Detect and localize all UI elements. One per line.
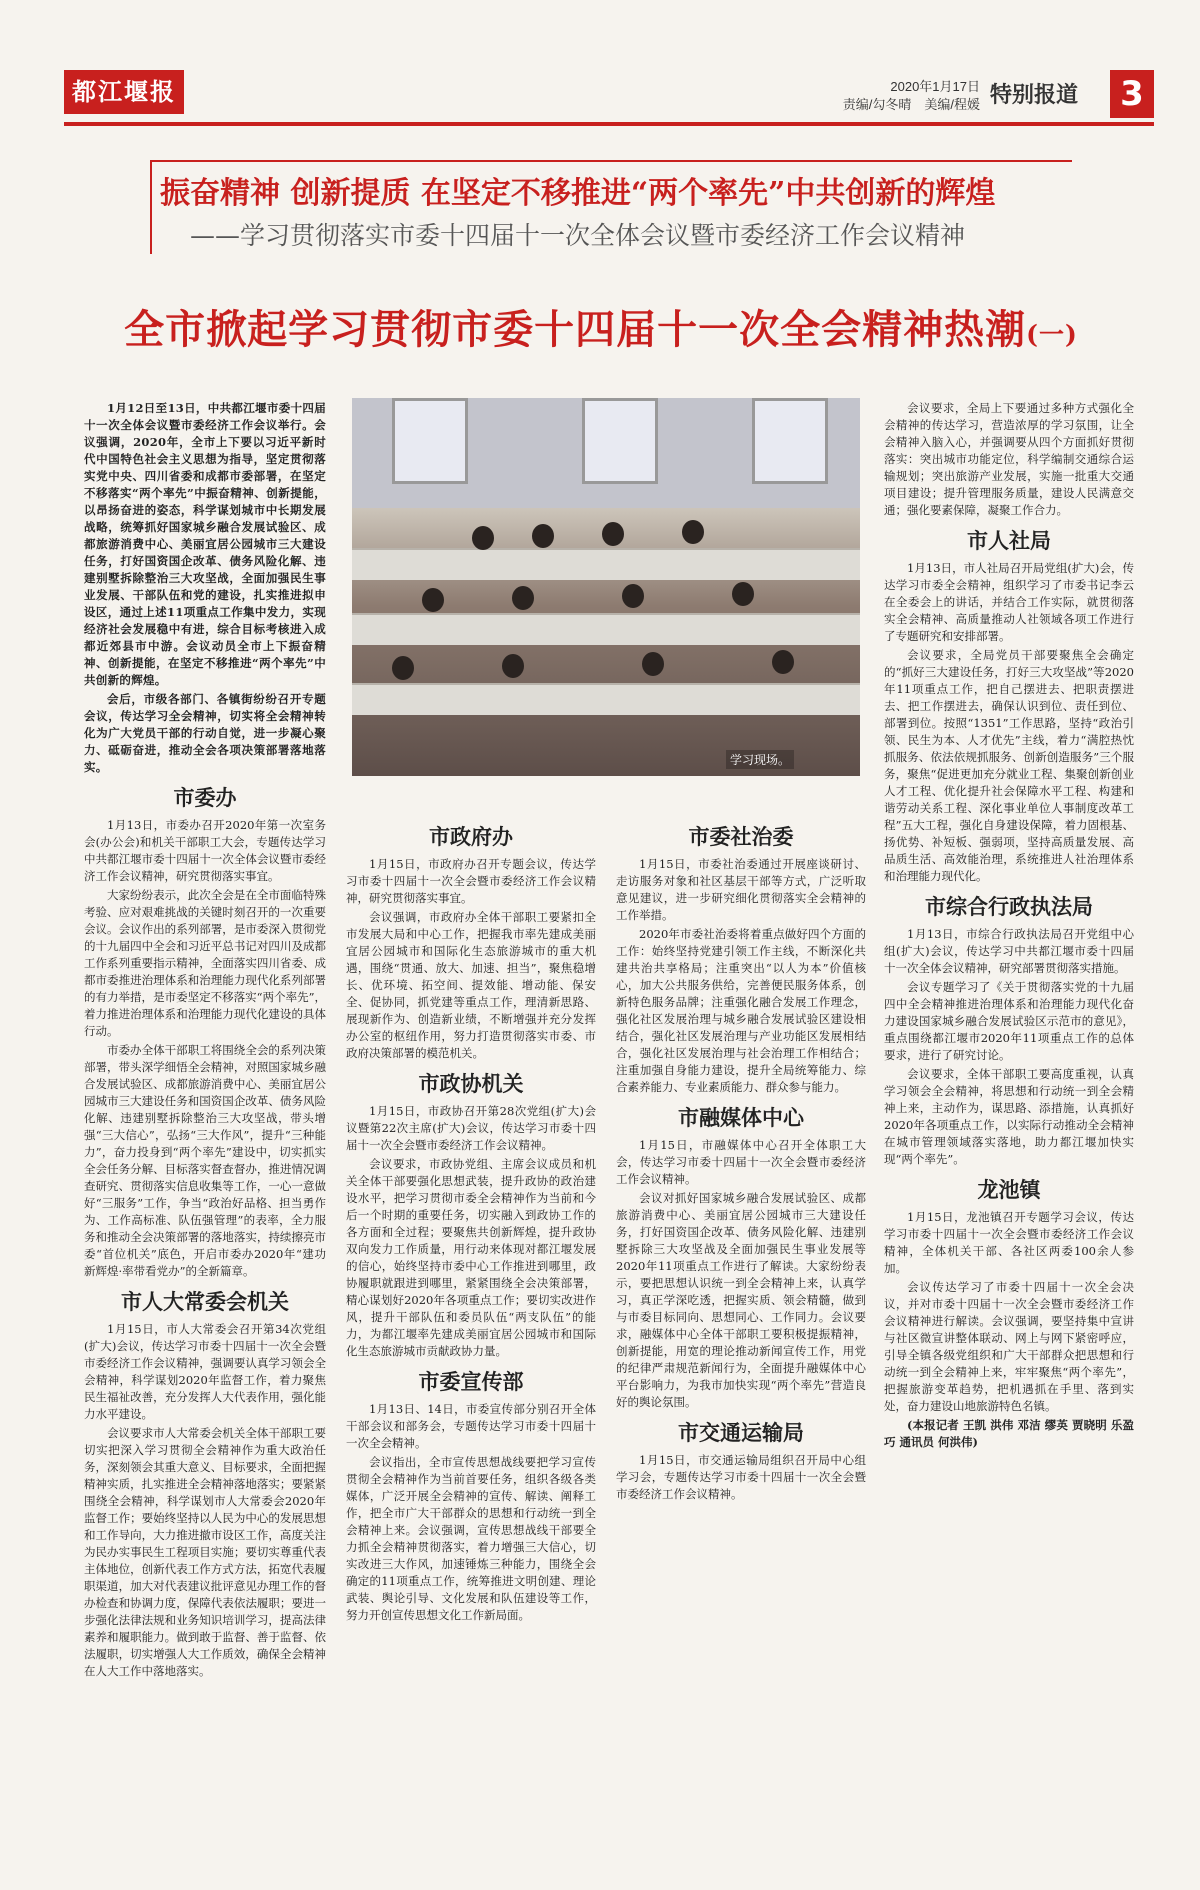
photo-person	[472, 526, 494, 550]
photo-person	[392, 656, 414, 680]
headline-suffix: (一)	[1026, 320, 1078, 349]
section-heading: 市人大常委会机关	[121, 1290, 289, 1314]
masthead-logo: 都江堰报	[64, 70, 184, 114]
article-paragraph: 2020年市委社治委将着重点做好四个方面的工作：始终坚持党建引领工作主线，不断深化共建共治共享格局；注重突出“以人为本”价值核心，加大公共服务供给，完善便民服务体系，创新特色服务品牌；注重强化融合发展工作理念，强化社区发展治理与城乡融合发展试验区建设相结合，强化社区发展治理与产业功能区发展相结合，强化社区发展治理与社会治理工作相结合；注重加强自身能力建设，提升全局统筹能力、综合素养能力、专业素质能力、群众参与能力。	[616, 927, 866, 1094]
byline: (本报记者 王凯 洪伟 邓洁 缪英 贾晓明 乐盈巧 通讯员 何洪伟)	[884, 1418, 1134, 1449]
photo-person	[602, 522, 624, 546]
section-heading: 市融媒体中心	[678, 1106, 804, 1130]
article-paragraph: 市委办全体干部职工将围绕全会的系列决策部署，带头深学细悟全会精神，对照国家城乡融合发展试验区、成都旅游消费中心、美丽宜居公园城市三大建设任务和国资国企改革、债务风险化解、违建别墅拆除整治三大攻坚战，带头增强“三大信心”，弘扬“三大作风”，提升“三种能力”，奋力投身到“两个率先”建设中，切实抓实全会任务分解、目标落实督查督办，推进情况调查研究、贯彻落实信息收集等工作，一心一意做好“三服务”工作，争当“政治好品格、担当勇作为、工作高标准、队伍强管理”的表率，全力服务和推动全会决策部署的落地落实，持续擦亮市委“首位机关”底色，开启市委办2020年“建功新辉煌·率带看党办”的全新篇章。	[84, 1043, 326, 1278]
article-paragraph: 会议指出，全市宣传思想战线要把学习宣传贯彻全会精神作为当前首要任务，组织各级各类媒体，广泛开展全会精神的宣传、解读、阐释工作，把全市广大干部群众的思想和行动统一到全会精神上来。会议强调，宣传思想战线干部要全力抓全会精神贯彻落实，着力增强三大信心，切实改进三大作风，加速锤炼三种能力，围绕全会确定的11项重点工作，统筹推进文明创建、理论武装、舆论引导、文化发展和队伍建设等工作，努力开创宣传思想文化工作新局面。	[346, 1455, 596, 1622]
photo-person	[732, 582, 754, 606]
article-paragraph: 大家纷纷表示，此次全会是在全市面临特殊考验、应对艰难挑战的关键时刻召开的一次重要会议。会议作出的系列部署，是市委深入贯彻党的十九届四中全会和习近平总书记对四川及成都工作系列重要指示精神，全面落实四川省委、成都市委推进治理体系和治理能力现代化系列部署的有力举措，是市委坚定不移落实“两个率先”，着力推进治理体系和治理能力现代化建设的具体行动。	[84, 888, 326, 1038]
article-paragraph: 1月15日，市融媒体中心召开全体职工大会，传达学习市委十四届十一次全会暨市委经济工作会议精神。	[616, 1138, 866, 1186]
photo-window	[582, 398, 658, 484]
section-heading: 市政府办	[429, 825, 513, 849]
article-paragraph: 1月15日，龙池镇召开专题学习会议，传达学习市委十四届十一次全会暨市委经济工作会议精神，全体机关干部、各社区两委100余人参加。	[884, 1210, 1134, 1275]
column-3	[616, 815, 866, 1865]
section-heading: 市委宣传部	[418, 1370, 524, 1394]
column-1	[84, 400, 326, 1780]
article-paragraph: 1月13日，市委办召开2020年第一次室务会(办公会)和机关干部职工大会，专题传达学习中共都江堰市委十四届十一次全体会议暨市委经济工作会议精神，研究贯彻落实事宜。	[84, 818, 326, 883]
issue-date: 2020年1月17日	[890, 79, 980, 94]
photo-desk-row	[352, 548, 860, 580]
banner-subtitle: ——学习贯彻落实市委十四届十一次全体会议暨市委经济工作会议精神	[190, 221, 966, 250]
headline-text: 全市掀起学习贯彻市委十四届十一次全会精神热潮	[124, 306, 1027, 353]
page-headline	[86, 298, 1116, 355]
column-2	[346, 815, 596, 1865]
article-paragraph: 会议要求市人大常委会机关全体干部职工要切实把深入学习贯彻全会精神作为重大政治任务，深刻领会其重大意义、目标要求，全面把握精神实质，扎实推进全会精神落地落实；要紧紧围绕全会精神，科学谋划市人大常委会2020年监督工作；要始终坚持以人民为中心的发展思想和工作导向，大力推进撤市设区工作，高度关注为民办实事民生工程项目实施；要切实尊重代表主体地位，创新代表工作方式方法，拓宽代表履职渠道，加大对代表建议批评意见办理工作的督办检查和协调力度，保障代表依法履职；要进一步强化法律法规和业务知识培训学习，提高法律素养和履职能力。做到敢于监督、善于监督、依法履职，切实增强人大工作质效，确保全会精神在人大工作中落地落实。	[84, 1426, 326, 1678]
article-paragraph: 1月13日，市综合行政执法局召开党组中心组(扩大)会议，传达学习中共都江堰市委十四届十一次全体会议精神，研究部署贯彻落实措施。	[884, 927, 1134, 975]
page-number: 3	[1110, 70, 1154, 118]
article-paragraph: 会议传达学习了市委十四届十一次全会决议，并对市委十四届十一次全会暨市委经济工作会议精神进行解读。会议强调，要坚持集中宣讲与社区微宣讲整体联动、网上与网下紧密呼应，引导全镇各级党组织和广大干部群众把思想和行动统一到全会精神上来，牢牢聚焦“两个率先”，把握旅游变革趋势，把机遇抓在手里、落到实处，奋力建设山地旅游特色名镇。	[884, 1280, 1134, 1413]
photo-person	[512, 586, 534, 610]
photo-window	[752, 398, 828, 484]
section-heading: 市政协机关	[418, 1072, 524, 1096]
section-heading: 市委办	[173, 786, 237, 810]
section-heading: 市综合行政执法局	[925, 895, 1093, 919]
section-heading: 市交通运输局	[678, 1421, 804, 1445]
lead-paragraph: 会后，市级各部门、各镇街纷纷召开专题会议，传达学习全会精神，切实将全会精神转化为广大党员干部的行动自觉，进一步凝心聚力、砥砺奋进，推动全会各项决策部署落地落实。	[84, 692, 326, 774]
photo-caption: 学习现场。	[726, 750, 794, 769]
photo-person	[772, 650, 794, 674]
article-paragraph: 1月15日，市交通运输局组织召开局中心组学习会，专题传达学习市委十四届十一次全会暨市委经济工作会议精神。	[616, 1453, 866, 1501]
photo-person	[682, 520, 704, 544]
photo-person	[622, 584, 644, 608]
photo-person	[642, 652, 664, 676]
article-paragraph: 1月13日，市人社局召开局党组(扩大)会，传达学习市委全会精神，组织学习了市委书记李云在全委会上的讲话，并结合工作实际，就贯彻落实全会精神、高质量推动人社领域各项工作进行了专题研究和安排部署。	[884, 561, 1134, 643]
article-paragraph: 1月15日，市政府办召开专题会议，传达学习市委十四届十一次全会暨市委经济工作会议精神，研究贯彻落实事宜。	[346, 857, 596, 905]
article-paragraph: 会议要求，全体干部职工要高度重视，认真学习领会全会精神，将思想和行动统一到全会精神上来，主动作为，谋思路、添措施，认真抓好2020年各项重点工作，以实际行动推动全会精神在城市管理领域落实落地，助力都江堰加快实现“两个率先”。	[884, 1067, 1134, 1166]
editors-line: 责编/勾冬晴 美编/程媛	[842, 97, 980, 112]
photo-person	[422, 588, 444, 612]
article-paragraph: 会议要求，全局上下要通过多种方式强化全会精神的传达学习，营造浓厚的学习氛围，让全会精神入脑入心，并强调要从四个方面抓好贯彻落实：突出城市功能定位，科学编制交通综合运输规划；突出旅游产业发展，实施一批重大交通项目建设；提升管理服务质量，建设人民满意交通；强化要素保障，凝聚工作合力。	[884, 401, 1134, 517]
photo-person	[532, 524, 554, 548]
photo-desk-row	[352, 683, 860, 715]
section-name: 特别报道	[990, 83, 1079, 108]
article-paragraph: 会议对抓好国家城乡融合发展试验区、成都旅游消费中心、美丽宜居公园城市三大建设任务，打好国资国企改革、债务风险化解、违建别墅拆除三大攻坚战及全面加强民生事业发展等2020年11项重点工作进行了解读。大家纷纷表示，要把思想认识统一到全会精神上来，认真学习，真正学深吃透，把握实质、领会精髓，做到与市委目标同向、思想同心、工作同力。会议要求，融媒体中心全体干部职工要积极提振精神，创新提能，用宽的理论推动新闻宣传工作，用党的纪律严肃规范新闻行为，全面提升融媒体中心平台影响力，为我市加快实现“两个率先”营造良好的舆论氛围。	[616, 1191, 866, 1409]
article-paragraph: 会议强调，市政府办全体干部职工要紧扣全市发展大局和中心工作，把握我市率先建成美丽宜居公园城市和国际化生态旅游城市的重大机遇，围绕“贯通、放大、加速、担当”，聚焦稳增长、优环境、拓空间、提效能、增动能、保安全、促协同，抓党建等重点工作，理清新思路、展现新作为、创造新业绩，不断增强并充分发挥办公室的枢纽作用，努力打造贯彻落实市委、市政府决策部署的模范机关。	[346, 910, 596, 1060]
column-4	[884, 400, 1134, 1870]
meeting-photo	[352, 398, 860, 776]
article-paragraph: 1月15日，市人大常委会召开第34次党组(扩大)会议，传达学习市委十四届十一次全会暨市委经济工作会议精神，强调要认真学习领会全会精神，科学谋划2020年监督工作，着力聚焦民生福祉改善，充分发挥人大代表作用，强化能力水平建设。	[84, 1322, 326, 1421]
article-paragraph: 会议专题学习了《关于贯彻落实党的十九届四中全会精神推进治理体系和治理能力现代化奋力建设国家城乡融合发展试验区示范市的意见》，重点围绕都江堰市2020年11项重点工作的总体要求，进行了研究讨论。	[884, 980, 1134, 1062]
article-paragraph: 1月15日，市政协召开第28次党组(扩大)会议暨第22次主席(扩大)会议，传达学习市委十四届十一次全会暨市委经济工作会议精神。	[346, 1104, 596, 1152]
section-heading: 龙池镇	[977, 1178, 1041, 1202]
article-paragraph: 会议要求，市政协党组、主席会议成员和机关全体干部要强化思想武装，提升政协的政治建设水平，把学习贯彻市委全会精神作为当前和今后一个时期的重要任务，切实融入到政协工作的各方面和全过程；要聚焦共创新辉煌，提升政协双向发力工作质量，用行动来体现对都江堰发展的信心，始终坚持市委中心工作推进到哪里，政协履职就跟进到哪里，紧紧围绕全会决策部署，精心谋划好2020年各项重点工作；要切实改进作风，提升干部队伍和委员队伍“两支队伍”的能力，为都江堰率先建成美丽宜居公园城市和国际化生态旅游城市贡献政协力量。	[346, 1157, 596, 1358]
banner-title: 振奋精神 创新提质 在坚定不移推进“两个率先”中共创新的辉煌	[160, 176, 996, 211]
article-paragraph: 会议要求，全局党员干部要聚焦全会确定的“抓好三大建设任务，打好三大攻坚战”等2020年11项重点工作，把自己摆进去、把职责摆进去、把工作摆进去，确保认识到位、责任到位、部署到位。按照“1351”工作思路，坚持“政治引领、民生为本、人才优先”主线，着力“满腔热忱抓服务、依法依规抓服务、创新创造服务”三个服务，聚焦“促进更加充分就业工程、集聚创新创业人才工程、优化提升社会保障水平工程、构建和谐劳动关系工程、深化事业单位人事制度改革工程”五大工程，强化自身建设保障，着力固根基、扬优势、补短板、强弱项，坚持高质量发展、高品质生活、高效能治理，系统推进人社治理体系和治理能力现代化。	[884, 648, 1134, 883]
section-heading: 市人社局	[967, 529, 1051, 553]
article-paragraph: 1月15日，市委社治委通过开展座谈研讨、走访服务对象和社区基层干部等方式，广泛听取意见建议，进一步研究细化贯彻落实全会精神的工作举措。	[616, 857, 866, 922]
photo-person	[502, 654, 524, 678]
article-paragraph: 1月13日、14日，市委宣传部分别召开全体干部会议和部务会，专题传达学习市委十四届十一次全会精神。	[346, 1402, 596, 1450]
section-heading: 市委社治委	[688, 825, 794, 849]
masthead-rule	[64, 122, 1154, 126]
photo-desk-row	[352, 613, 860, 645]
masthead-info	[800, 78, 980, 114]
lead-paragraph: 1月12日至13日，中共都江堰市委十四届十一次全体会议暨市委经济工作会议举行。会议强调，2020年，全市上下要以习近平新时代中国特色社会主义思想为指导，坚定贯彻落实党中央、四川省委和成都市委部署，在坚定不移落实“两个率先”中振奋精神、创新提能，以昂扬奋进的姿态，科学谋划城市中长期发展战略，统筹抓好国家城乡融合发展试验区、成都旅游消费中心、美丽宜居公园城市三大建设任务，打好国资国企改革、债务风险化解、违建别墅拆除整治三大攻坚战，全面加强民生事业发展、干部队伍和党的建设，扎实推进拟申设区，通过上述11项重点工作集中发力，实现经济社会发展稳中有进，综合目标考核进入成都近郊县市中游。会议动员全市上下振奋精神、创新提能，在坚定不移推进“两个率先”中共创新的辉煌。	[84, 401, 326, 687]
photo-window	[392, 398, 468, 484]
